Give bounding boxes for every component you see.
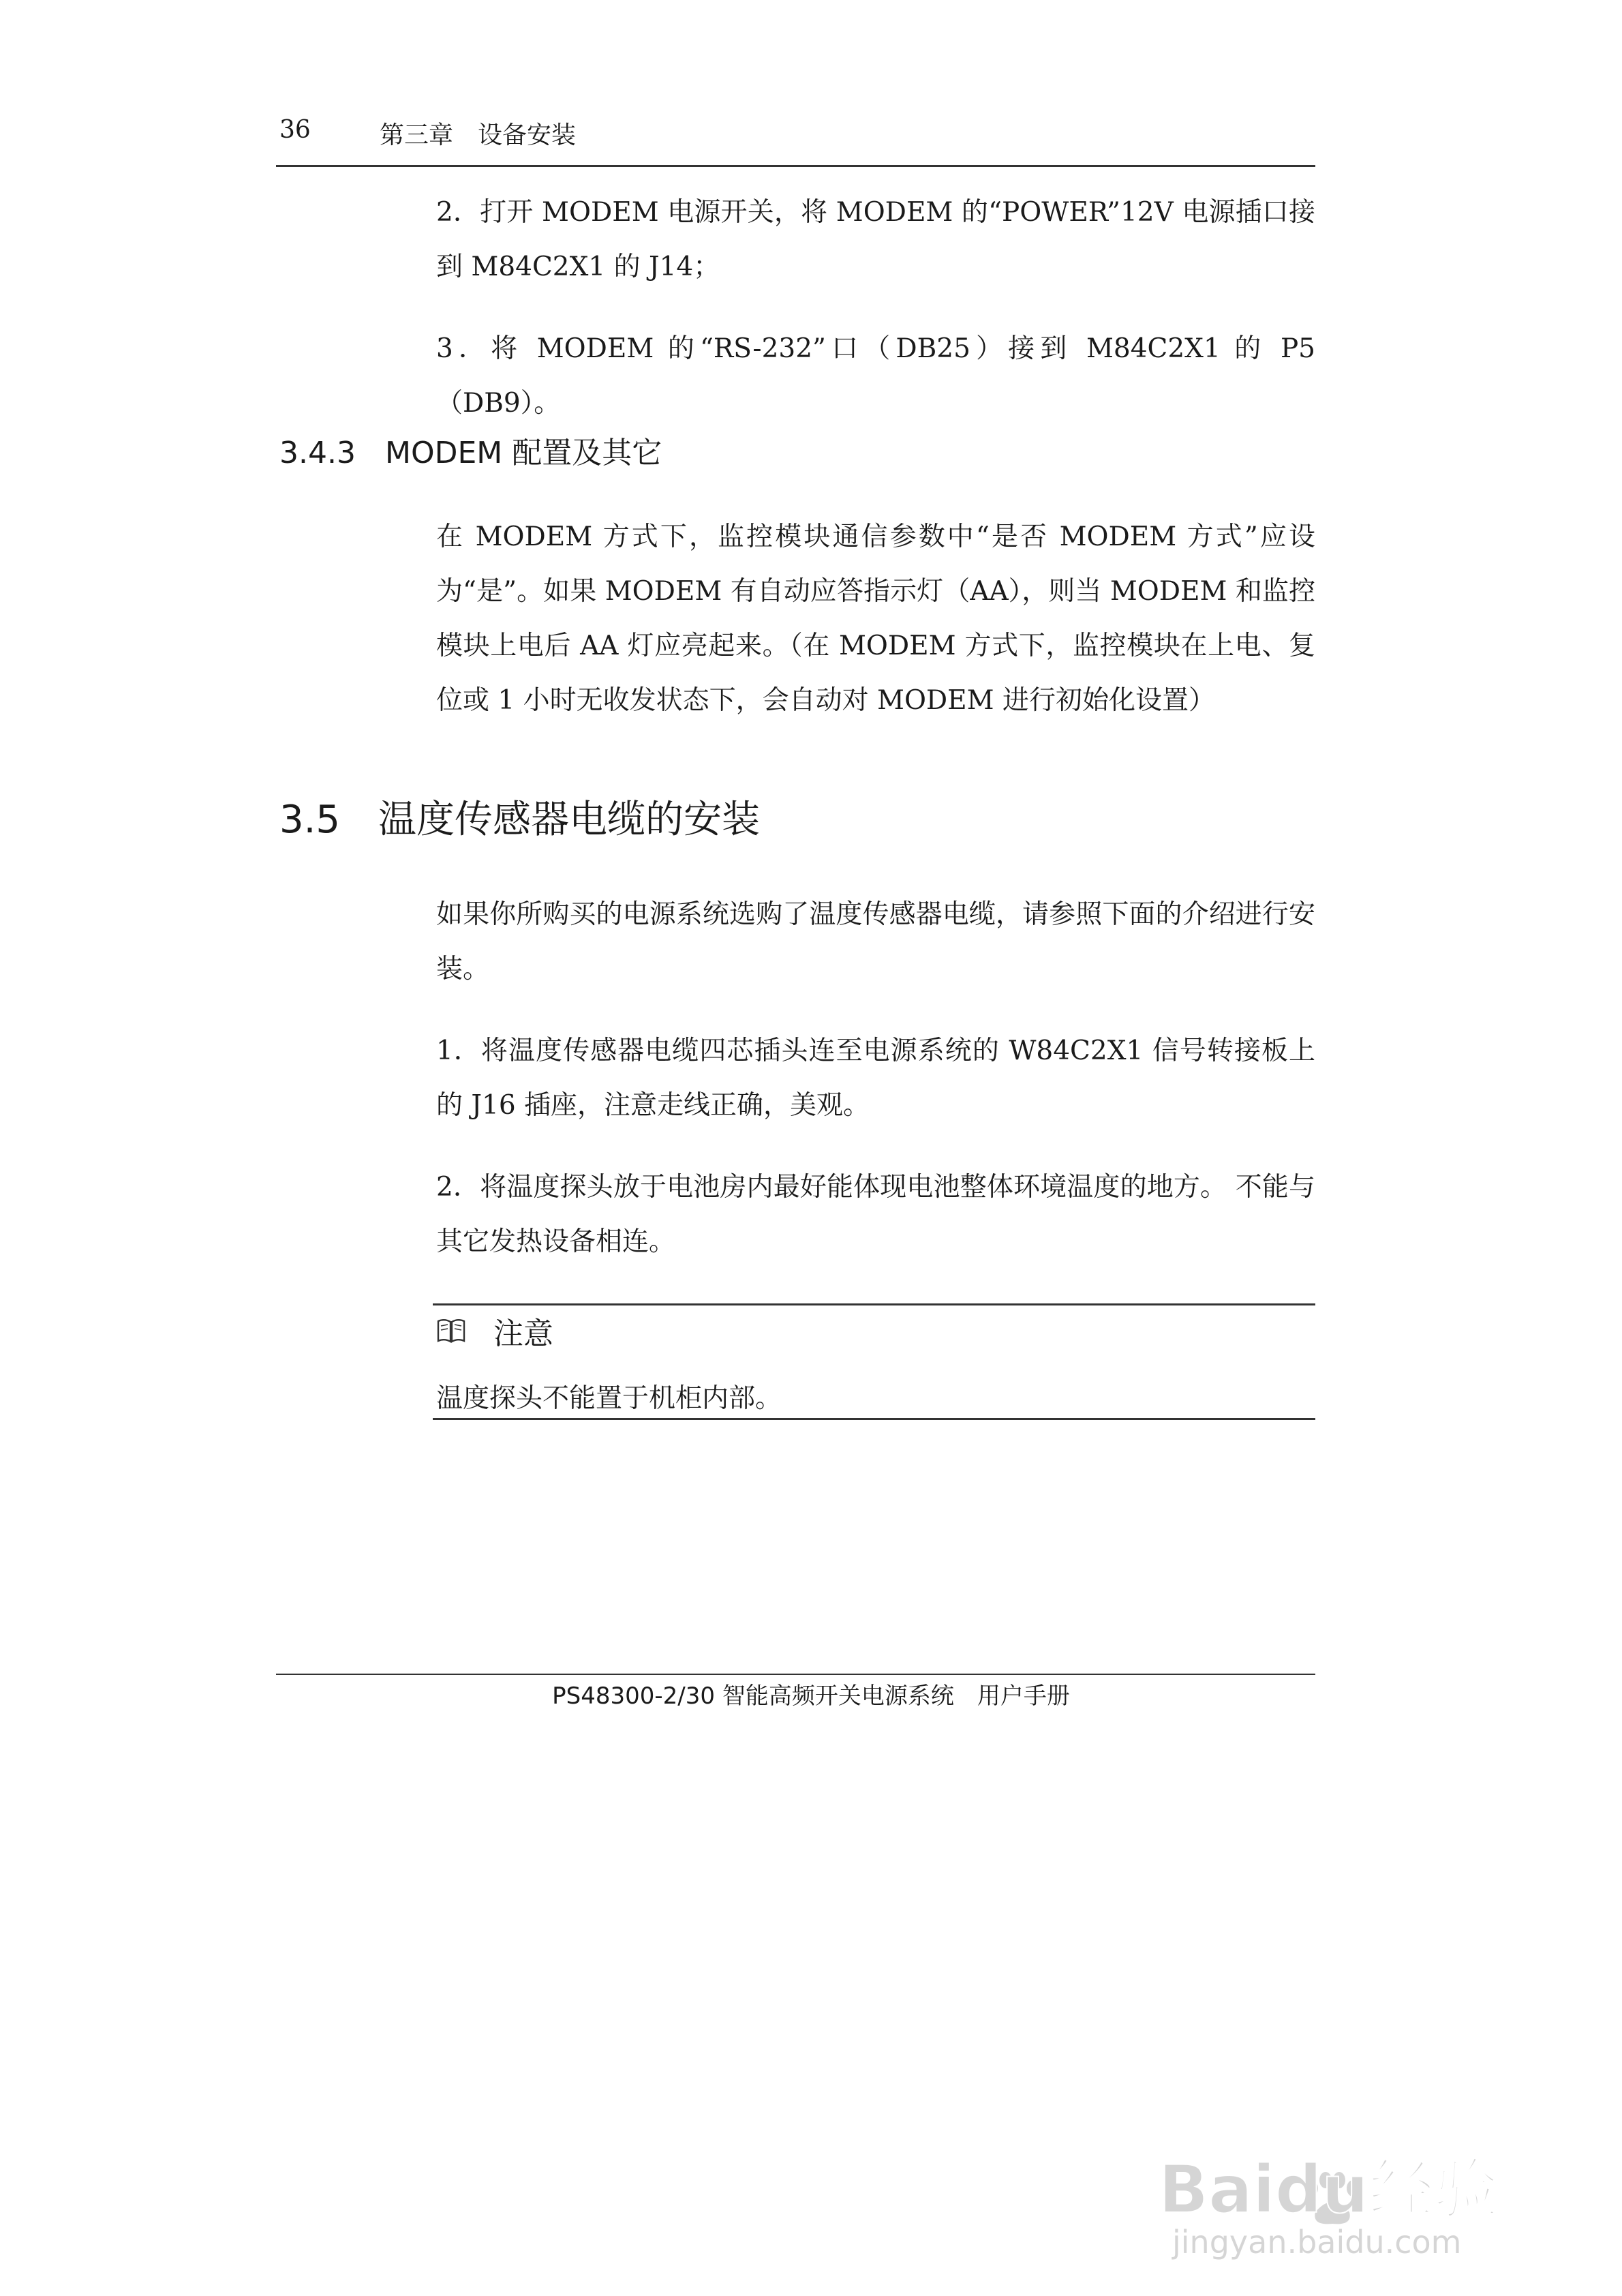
footer: [0, 1677, 1622, 1710]
section-heading-3-5: [279, 789, 760, 844]
footer-title: 智能高频开关电源系统 用户手册: [715, 1682, 1070, 1710]
footer-model: PS48300-2/30: [552, 1682, 716, 1710]
chapter-title: 第三章 设备安装: [380, 121, 577, 149]
temp-sensor-intro: 如果你所购买的电源系统选购了温度传感器电缆，请参照下面的介绍进行安装。: [436, 899, 1315, 984]
watermark-url: jingyan.baidu.com: [1172, 2224, 1462, 2261]
temp-sensor-step-1: 1．将温度传感器电缆四芯插头连至电源系统的 W84C2X1 信号转接板上的 J16 插座，注意走线正确，美观。: [436, 1036, 1315, 1121]
watermark-brand: Baidu经验: [1159, 2151, 1499, 2228]
section-heading-3-4-3: [279, 428, 662, 472]
note-top-rule: [433, 1303, 1315, 1305]
section-number: 3.4.3: [279, 436, 356, 470]
modem-config-paragraph: 在 MODEM 方式下，监控模块通信参数中“是否 MODEM 方式”应设为“是”。如果 MODEM 有自动应答指示灯（AA），则当 MODEM 和监控模块上电后 AA 灯应亮起来。（在 MODEM 方式下，监控模块在上电、复位或 1 小时无收发状态下，会自动对 MODEM 进行初始化设置）: [436, 522, 1315, 716]
note-text: 温度探头不能置于机柜内部。: [436, 1383, 782, 1414]
step-2-modem-power: 2．打开 MODEM 电源开关，将 MODEM 的“POWER”12V 电源插口接到 M84C2X1 的 J14；: [436, 197, 1315, 282]
footer-rule: [276, 1674, 1315, 1675]
note-bottom-rule: [433, 1418, 1315, 1420]
note-label: 注意: [493, 1316, 553, 1351]
section-title: 温度传感器电缆的安装: [378, 798, 760, 842]
temp-sensor-step-2: 2．将温度探头放于电池房内最好能体现电池整体环境温度的地方。 不能与其它发热设备相连。: [436, 1172, 1315, 1257]
section-title: MODEM 配置及其它: [385, 436, 662, 470]
header-rule: [276, 165, 1315, 167]
page-number: 36: [279, 116, 311, 144]
note-title: [436, 1309, 553, 1353]
step-3-modem-rs232: 3．将 MODEM 的“RS-232”口（DB25）接到 M84C2X1 的 P5（DB9）。: [436, 333, 1315, 419]
book-icon: [436, 1318, 466, 1344]
baidu-jingyan-watermark: [1159, 2141, 1540, 2263]
section-number: 3.5: [279, 798, 341, 842]
